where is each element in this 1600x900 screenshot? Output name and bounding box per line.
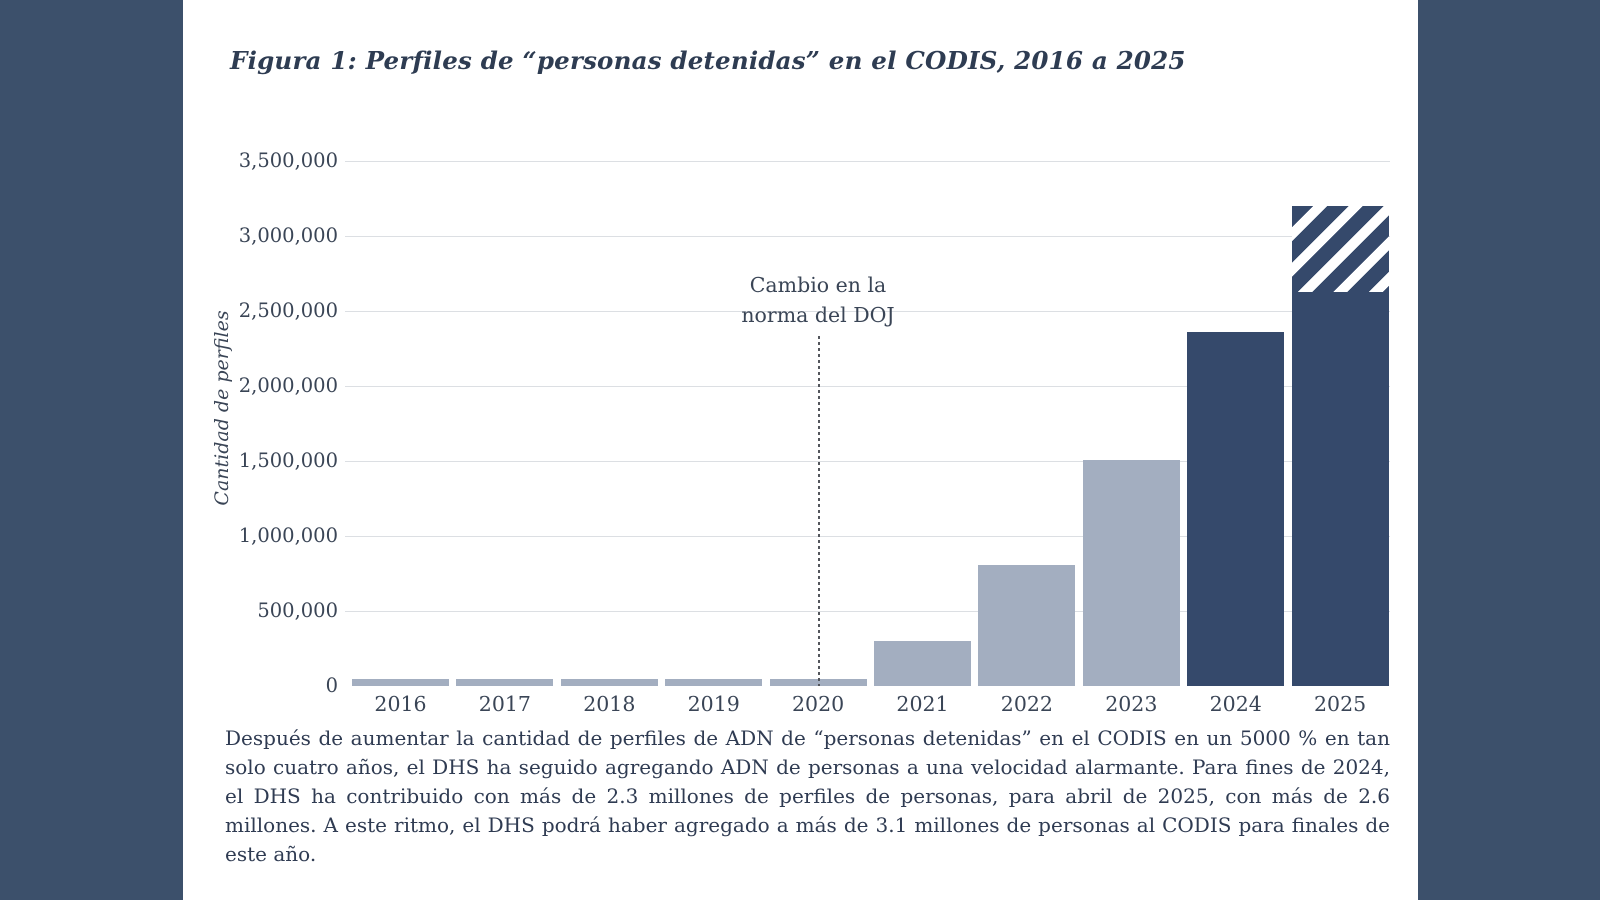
y-tick-label: 1,000,000 (238, 524, 338, 547)
x-tick-label-2023: 2023 (1105, 692, 1158, 716)
bar-2017 (456, 679, 553, 686)
x-tick-label-2018: 2018 (583, 692, 636, 716)
bar-2016 (352, 679, 449, 686)
y-tick-label: 0 (325, 674, 338, 697)
bar-2025-projection-hatch (1292, 206, 1389, 292)
figure-caption: Después de aumentar la cantidad de perfiles de ADN de “personas detenidas” en el CODIS en un 5000 % en tan solo cuatro años, el DHS ha seguido agregando ADN de personas a una velocidad alarmante. Para fines de 2024, el DHS ha contribuido con más de 2.3 millones de perfiles de personas, para abril de 2025, con más de 2.6 millones. A este ritmo, el DHS podrá haber agregado a más de 3.1 millones de personas al CODIS para finales de este año. (225, 726, 1390, 866)
annotation-line-2: norma del DOJ (741, 303, 895, 327)
y-tick-label: 3,000,000 (238, 224, 338, 247)
y-axis-title: Cantidad de perfiles (211, 310, 233, 506)
y-tick-label: 3,500,000 (238, 149, 338, 172)
x-tick-label-2020: 2020 (792, 692, 845, 716)
x-tick-label-2017: 2017 (478, 692, 531, 716)
y-tick-label: 500,000 (257, 599, 338, 622)
y-tick-label: 2,500,000 (238, 299, 338, 322)
x-tick-label-2021: 2021 (896, 692, 949, 716)
bar-2021 (874, 641, 971, 686)
gridline-3000000 (345, 236, 1390, 237)
left-margin-band (0, 0, 183, 900)
gridline-3500000 (345, 161, 1390, 162)
bar-2018 (561, 679, 658, 686)
y-tick-label: 1,500,000 (238, 449, 338, 472)
bar-2023 (1083, 460, 1180, 687)
y-tick-label: 2,000,000 (238, 374, 338, 397)
doj-rule-change-dashed-line (818, 336, 820, 686)
bar-2022 (978, 565, 1075, 687)
x-tick-label-2025: 2025 (1314, 692, 1367, 716)
x-tick-label-2024: 2024 (1209, 692, 1262, 716)
right-margin-band (1418, 0, 1600, 900)
figure-title: Figura 1: Perfiles de “personas detenidas” en el CODIS, 2016 a 2025 (230, 46, 1186, 75)
x-tick-label-2016: 2016 (374, 692, 427, 716)
bar-2019 (665, 679, 762, 686)
x-tick-label-2019: 2019 (687, 692, 740, 716)
x-tick-label-2022: 2022 (1000, 692, 1053, 716)
doj-rule-change-annotation (741, 270, 894, 330)
bar-2024 (1187, 332, 1284, 686)
annotation-line-1: Cambio en la (749, 273, 887, 297)
bar-2025 (1292, 292, 1389, 687)
